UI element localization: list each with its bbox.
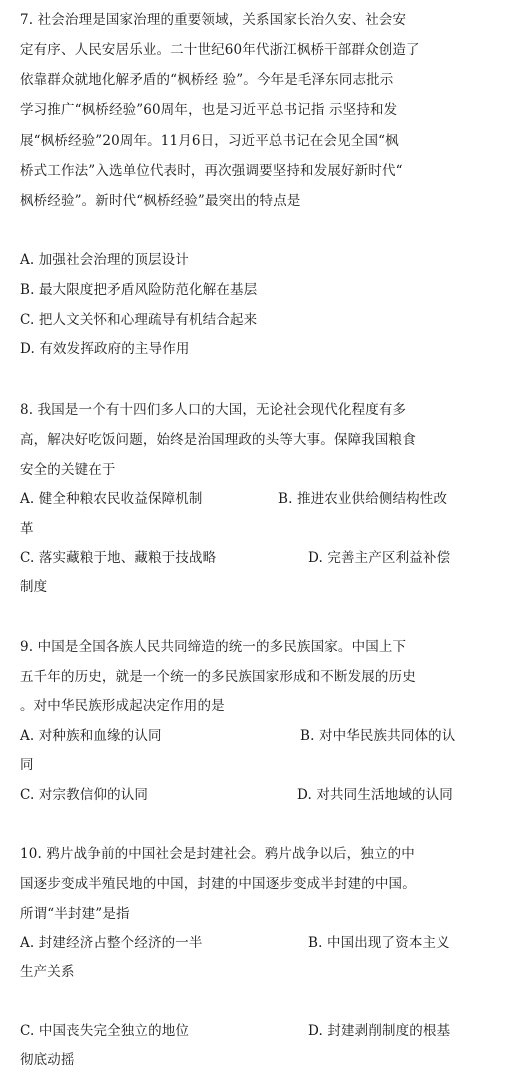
question-9-option-b-continuation: 同 xyxy=(20,757,34,773)
question-10-option-b: B. 中国出现了资本主义 xyxy=(308,935,450,951)
question-8-option-b: B. 推进农业供给侧结构性改 xyxy=(278,491,448,507)
question-7-option-b: B. 最大限度把矛盾风险防范化解在基层 xyxy=(20,282,258,298)
question-8-option-d-continuation: 制度 xyxy=(20,579,48,595)
question-8-option-d: D. 完善主产区利益补偿 xyxy=(308,550,451,566)
question-10-option-c: C. 中国丧失完全独立的地位 xyxy=(20,1023,190,1039)
question-10-stem-line: 国逐步变成半殖民地的中国，封建的中国逐步变成半封建的中国。 xyxy=(20,876,416,892)
question-10-option-d: D. 封建剥削制度的根基 xyxy=(308,1023,451,1039)
question-7-stem-line: 展“枫桥经验”20周年。11月6日，习近平总书记在会见全国“枫 xyxy=(20,133,399,149)
question-10-stem-line: 所谓“半封建”是指 xyxy=(20,906,130,922)
question-10-option-b-continuation: 生产关系 xyxy=(20,964,75,980)
question-9-option-c: C. 对宗教信仰的认同 xyxy=(20,787,149,803)
question-8-option-b-continuation: 革 xyxy=(20,521,34,537)
question-7-stem-line: 桥式工作法”入选单位代表时，再次强调要坚持和发展好新时代“ xyxy=(20,163,403,179)
question-9-option-a: A. 对种族和血缘的认同 xyxy=(20,728,162,744)
question-7-option-c: C. 把人文关怀和心理疏导有机结合起来 xyxy=(20,312,258,328)
question-10-option-d-continuation: 彻底动摇 xyxy=(20,1052,75,1068)
question-7-stem-line: 7. 社会治理是国家治理的重要领域，关系国家长治久安、社会安 xyxy=(20,12,407,28)
question-10-option-a: A. 封建经济占整个经济的一半 xyxy=(20,935,203,951)
question-8-stem-line: 8. 我国是一个有十四们多人口的大国，无论社会现代化程度有多 xyxy=(20,402,407,418)
question-7-stem-line: 定有序、人民安居乐业。二十世纪60年代浙江枫桥干部群众创造了 xyxy=(20,42,420,58)
question-9-option-d: D. 对共同生活地域的认同 xyxy=(297,787,453,803)
question-8-stem-line: 安全的关键在于 xyxy=(20,462,116,478)
question-9-option-b: B. 对中华民族共同体的认 xyxy=(300,728,456,744)
question-7-stem-line: 枫桥经验”。新时代“枫桥经验”最突出的特点是 xyxy=(20,193,301,209)
question-7-option-a: A. 加强社会治理的顶层设计 xyxy=(20,252,189,268)
question-8-stem-line: 高，解决好吃饭问题，始终是治国理政的头等大事。保障我国粮食 xyxy=(20,432,416,448)
question-10-stem-line: 10. 鸦片战争前的中国社会是封建社会。鸦片战争以后，独立的中 xyxy=(20,846,415,862)
question-7-option-d: D. 有效发挥政府的主导作用 xyxy=(20,341,190,357)
question-9-stem-line: 。对中华民族形成起决定作用的是 xyxy=(20,698,225,714)
question-7-stem-line: 依靠群众就地化解矛盾的“枫桥经 验”。今年是毛泽东同志批示 xyxy=(20,72,394,88)
question-9-stem-line: 五千年的历史，就是一个统一的多民族国家形成和不断发展的历史 xyxy=(20,669,416,685)
question-8-option-c: C. 落实藏粮于地、藏粮于技战略 xyxy=(20,550,217,566)
question-9-stem-line: 9. 中国是全国各族人民共同缔造的统一的多民族国家。中国上下 xyxy=(20,639,407,655)
question-7-stem-line: 学习推广“枫桥经验”60周年，也是习近平总书记指 示坚持和发 xyxy=(20,102,398,118)
question-8-option-a: A. 健全种粮农民收益保障机制 xyxy=(20,491,203,507)
